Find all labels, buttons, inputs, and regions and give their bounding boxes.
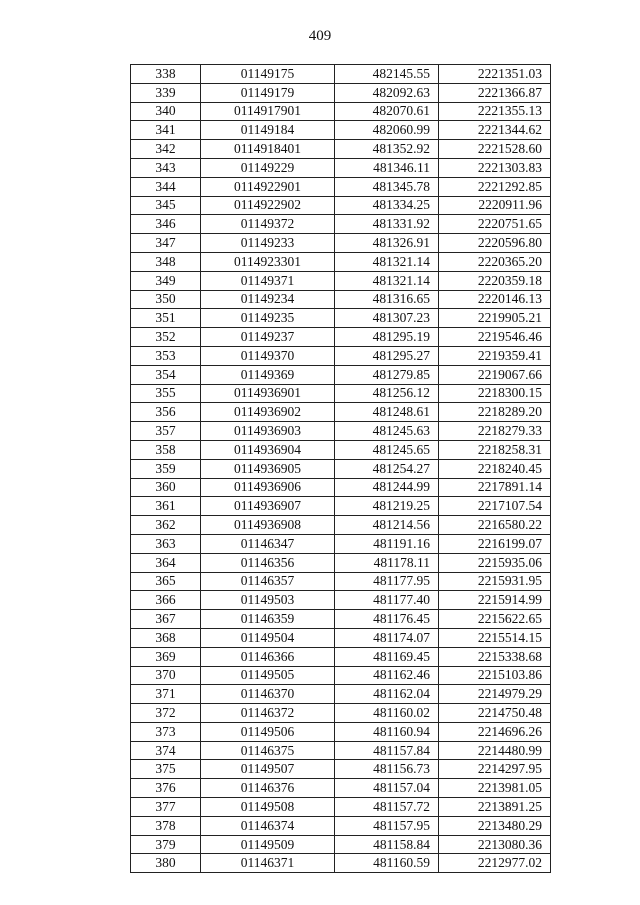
x-coordinate-cell: 481158.84 xyxy=(335,835,439,854)
row-index-cell: 339 xyxy=(131,83,201,102)
x-coordinate-cell: 481157.72 xyxy=(335,798,439,817)
row-index-cell: 341 xyxy=(131,121,201,140)
table-row xyxy=(131,215,551,234)
row-index-cell: 370 xyxy=(131,666,201,685)
point-id-cell: 01149503 xyxy=(201,591,335,610)
point-id-cell: 01149233 xyxy=(201,234,335,253)
point-id-cell: 0114936903 xyxy=(201,422,335,441)
table-row xyxy=(131,798,551,817)
y-coordinate-cell: 2221303.83 xyxy=(439,158,551,177)
row-index-cell: 375 xyxy=(131,760,201,779)
point-id-cell: 0114922902 xyxy=(201,196,335,215)
row-index-cell: 357 xyxy=(131,422,201,441)
x-coordinate-cell: 481326.91 xyxy=(335,234,439,253)
point-id-cell: 01149229 xyxy=(201,158,335,177)
point-id-cell: 01146372 xyxy=(201,704,335,723)
table-row xyxy=(131,835,551,854)
row-index-cell: 377 xyxy=(131,798,201,817)
page-number: 409 xyxy=(308,28,332,44)
y-coordinate-cell: 2219067.66 xyxy=(439,365,551,384)
x-coordinate-cell: 481178.11 xyxy=(335,553,439,572)
point-id-cell: 01146347 xyxy=(201,534,335,553)
point-id-cell: 01149184 xyxy=(201,121,335,140)
table-row xyxy=(131,83,551,102)
row-index-cell: 344 xyxy=(131,177,201,196)
x-coordinate-cell: 481245.63 xyxy=(335,422,439,441)
point-id-cell: 01146356 xyxy=(201,553,335,572)
coordinates-table xyxy=(130,64,551,873)
table-row xyxy=(131,121,551,140)
row-index-cell: 356 xyxy=(131,403,201,422)
table-row xyxy=(131,553,551,572)
table-row xyxy=(131,704,551,723)
y-coordinate-cell: 2213891.25 xyxy=(439,798,551,817)
x-coordinate-cell: 481219.25 xyxy=(335,497,439,516)
y-coordinate-cell: 2221528.60 xyxy=(439,140,551,159)
x-coordinate-cell: 481162.04 xyxy=(335,685,439,704)
point-id-cell: 01149235 xyxy=(201,309,335,328)
y-coordinate-cell: 2214979.29 xyxy=(439,685,551,704)
x-coordinate-cell: 482060.99 xyxy=(335,121,439,140)
x-coordinate-cell: 481307.23 xyxy=(335,309,439,328)
row-index-cell: 372 xyxy=(131,704,201,723)
y-coordinate-cell: 2219905.21 xyxy=(439,309,551,328)
x-coordinate-cell: 481177.95 xyxy=(335,572,439,591)
y-coordinate-cell: 2215103.86 xyxy=(439,666,551,685)
row-index-cell: 376 xyxy=(131,779,201,798)
row-index-cell: 371 xyxy=(131,685,201,704)
row-index-cell: 379 xyxy=(131,835,201,854)
table-row xyxy=(131,497,551,516)
x-coordinate-cell: 481352.92 xyxy=(335,140,439,159)
y-coordinate-cell: 2212977.02 xyxy=(439,854,551,873)
point-id-cell: 0114923301 xyxy=(201,252,335,271)
row-index-cell: 367 xyxy=(131,610,201,629)
y-coordinate-cell: 2215338.68 xyxy=(439,647,551,666)
x-coordinate-cell: 481316.65 xyxy=(335,290,439,309)
x-coordinate-cell: 481160.59 xyxy=(335,854,439,873)
table-row xyxy=(131,328,551,347)
x-coordinate-cell: 481191.16 xyxy=(335,534,439,553)
table-row xyxy=(131,234,551,253)
y-coordinate-cell: 2219546.46 xyxy=(439,328,551,347)
table-row xyxy=(131,816,551,835)
point-id-cell: 01149371 xyxy=(201,271,335,290)
row-index-cell: 350 xyxy=(131,290,201,309)
table-row xyxy=(131,666,551,685)
row-index-cell: 349 xyxy=(131,271,201,290)
x-coordinate-cell: 481295.27 xyxy=(335,346,439,365)
y-coordinate-cell: 2221355.13 xyxy=(439,102,551,121)
row-index-cell: 365 xyxy=(131,572,201,591)
point-id-cell: 01146375 xyxy=(201,741,335,760)
y-coordinate-cell: 2214696.26 xyxy=(439,722,551,741)
table-row xyxy=(131,516,551,535)
x-coordinate-cell: 481162.46 xyxy=(335,666,439,685)
row-index-cell: 362 xyxy=(131,516,201,535)
row-index-cell: 358 xyxy=(131,440,201,459)
table-row xyxy=(131,459,551,478)
row-index-cell: 346 xyxy=(131,215,201,234)
y-coordinate-cell: 2218240.45 xyxy=(439,459,551,478)
point-id-cell: 01149509 xyxy=(201,835,335,854)
table-row xyxy=(131,534,551,553)
y-coordinate-cell: 2215622.65 xyxy=(439,610,551,629)
row-index-cell: 378 xyxy=(131,816,201,835)
table-row xyxy=(131,384,551,403)
x-coordinate-cell: 481176.45 xyxy=(335,610,439,629)
table-row xyxy=(131,158,551,177)
y-coordinate-cell: 2218258.31 xyxy=(439,440,551,459)
y-coordinate-cell: 2217891.14 xyxy=(439,478,551,497)
x-coordinate-cell: 482145.55 xyxy=(335,65,439,84)
x-coordinate-cell: 482092.63 xyxy=(335,83,439,102)
row-index-cell: 345 xyxy=(131,196,201,215)
y-coordinate-cell: 2214480.99 xyxy=(439,741,551,760)
y-coordinate-cell: 2220596.80 xyxy=(439,234,551,253)
table-row xyxy=(131,140,551,159)
x-coordinate-cell: 481169.45 xyxy=(335,647,439,666)
point-id-cell: 01149369 xyxy=(201,365,335,384)
table-row xyxy=(131,252,551,271)
row-index-cell: 338 xyxy=(131,65,201,84)
y-coordinate-cell: 2214750.48 xyxy=(439,704,551,723)
y-coordinate-cell: 2215935.06 xyxy=(439,553,551,572)
y-coordinate-cell: 2214297.95 xyxy=(439,760,551,779)
y-coordinate-cell: 2221366.87 xyxy=(439,83,551,102)
y-coordinate-cell: 2216580.22 xyxy=(439,516,551,535)
table-row xyxy=(131,610,551,629)
y-coordinate-cell: 2213981.05 xyxy=(439,779,551,798)
row-index-cell: 355 xyxy=(131,384,201,403)
point-id-cell: 0114936906 xyxy=(201,478,335,497)
row-index-cell: 368 xyxy=(131,628,201,647)
table-row xyxy=(131,591,551,610)
table-row xyxy=(131,722,551,741)
table-row xyxy=(131,196,551,215)
row-index-cell: 342 xyxy=(131,140,201,159)
point-id-cell: 01149234 xyxy=(201,290,335,309)
table-row xyxy=(131,760,551,779)
point-id-cell: 0114936908 xyxy=(201,516,335,535)
point-id-cell: 01149508 xyxy=(201,798,335,817)
point-id-cell: 0114936907 xyxy=(201,497,335,516)
y-coordinate-cell: 2220365.20 xyxy=(439,252,551,271)
row-index-cell: 353 xyxy=(131,346,201,365)
table-row xyxy=(131,741,551,760)
row-index-cell: 361 xyxy=(131,497,201,516)
x-coordinate-cell: 481256.12 xyxy=(335,384,439,403)
row-index-cell: 360 xyxy=(131,478,201,497)
y-coordinate-cell: 2215931.95 xyxy=(439,572,551,591)
table-row xyxy=(131,365,551,384)
point-id-cell: 01146370 xyxy=(201,685,335,704)
x-coordinate-cell: 481174.07 xyxy=(335,628,439,647)
x-coordinate-cell: 481244.99 xyxy=(335,478,439,497)
table-row xyxy=(131,440,551,459)
point-id-cell: 0114936901 xyxy=(201,384,335,403)
y-coordinate-cell: 2215514.15 xyxy=(439,628,551,647)
x-coordinate-cell: 481157.84 xyxy=(335,741,439,760)
x-coordinate-cell: 481177.40 xyxy=(335,591,439,610)
point-id-cell: 01149370 xyxy=(201,346,335,365)
table-row xyxy=(131,647,551,666)
row-index-cell: 348 xyxy=(131,252,201,271)
row-index-cell: 369 xyxy=(131,647,201,666)
x-coordinate-cell: 481254.27 xyxy=(335,459,439,478)
row-index-cell: 373 xyxy=(131,722,201,741)
y-coordinate-cell: 2221344.62 xyxy=(439,121,551,140)
point-id-cell: 0114917901 xyxy=(201,102,335,121)
y-coordinate-cell: 2220911.96 xyxy=(439,196,551,215)
y-coordinate-cell: 2218300.15 xyxy=(439,384,551,403)
x-coordinate-cell: 481157.95 xyxy=(335,816,439,835)
y-coordinate-cell: 2220146.13 xyxy=(439,290,551,309)
point-id-cell: 01146357 xyxy=(201,572,335,591)
table-row xyxy=(131,478,551,497)
y-coordinate-cell: 2220751.65 xyxy=(439,215,551,234)
y-coordinate-cell: 2218289.20 xyxy=(439,403,551,422)
table-row xyxy=(131,290,551,309)
point-id-cell: 01146366 xyxy=(201,647,335,666)
x-coordinate-cell: 481321.14 xyxy=(335,271,439,290)
row-index-cell: 343 xyxy=(131,158,201,177)
point-id-cell: 01146371 xyxy=(201,854,335,873)
point-id-cell: 01149504 xyxy=(201,628,335,647)
point-id-cell: 01149237 xyxy=(201,328,335,347)
table-row xyxy=(131,854,551,873)
x-coordinate-cell: 481160.02 xyxy=(335,704,439,723)
y-coordinate-cell: 2213480.29 xyxy=(439,816,551,835)
point-id-cell: 01146376 xyxy=(201,779,335,798)
table-row xyxy=(131,685,551,704)
table-row xyxy=(131,572,551,591)
x-coordinate-cell: 481345.78 xyxy=(335,177,439,196)
x-coordinate-cell: 481160.94 xyxy=(335,722,439,741)
row-index-cell: 366 xyxy=(131,591,201,610)
point-id-cell: 0114936904 xyxy=(201,440,335,459)
point-id-cell: 01149506 xyxy=(201,722,335,741)
row-index-cell: 359 xyxy=(131,459,201,478)
x-coordinate-cell: 481334.25 xyxy=(335,196,439,215)
table-row xyxy=(131,271,551,290)
row-index-cell: 347 xyxy=(131,234,201,253)
y-coordinate-cell: 2221292.85 xyxy=(439,177,551,196)
point-id-cell: 01146374 xyxy=(201,816,335,835)
x-coordinate-cell: 481295.19 xyxy=(335,328,439,347)
row-index-cell: 380 xyxy=(131,854,201,873)
y-coordinate-cell: 2218279.33 xyxy=(439,422,551,441)
point-id-cell: 01149179 xyxy=(201,83,335,102)
point-id-cell: 01149175 xyxy=(201,65,335,84)
x-coordinate-cell: 481156.73 xyxy=(335,760,439,779)
table-row xyxy=(131,346,551,365)
y-coordinate-cell: 2213080.36 xyxy=(439,835,551,854)
table-row xyxy=(131,422,551,441)
row-index-cell: 364 xyxy=(131,553,201,572)
point-id-cell: 01149507 xyxy=(201,760,335,779)
table-row xyxy=(131,628,551,647)
point-id-cell: 0114936902 xyxy=(201,403,335,422)
row-index-cell: 351 xyxy=(131,309,201,328)
x-coordinate-cell: 481331.92 xyxy=(335,215,439,234)
table-row xyxy=(131,65,551,84)
table-row xyxy=(131,102,551,121)
x-coordinate-cell: 481214.56 xyxy=(335,516,439,535)
x-coordinate-cell: 482070.61 xyxy=(335,102,439,121)
row-index-cell: 352 xyxy=(131,328,201,347)
point-id-cell: 01146359 xyxy=(201,610,335,629)
table-row xyxy=(131,779,551,798)
y-coordinate-cell: 2215914.99 xyxy=(439,591,551,610)
point-id-cell: 0114922901 xyxy=(201,177,335,196)
x-coordinate-cell: 481346.11 xyxy=(335,158,439,177)
y-coordinate-cell: 2221351.03 xyxy=(439,65,551,84)
x-coordinate-cell: 481321.14 xyxy=(335,252,439,271)
table-row xyxy=(131,177,551,196)
row-index-cell: 354 xyxy=(131,365,201,384)
table-row xyxy=(131,403,551,422)
point-id-cell: 01149372 xyxy=(201,215,335,234)
point-id-cell: 0114936905 xyxy=(201,459,335,478)
x-coordinate-cell: 481157.04 xyxy=(335,779,439,798)
row-index-cell: 363 xyxy=(131,534,201,553)
x-coordinate-cell: 481248.61 xyxy=(335,403,439,422)
x-coordinate-cell: 481245.65 xyxy=(335,440,439,459)
y-coordinate-cell: 2217107.54 xyxy=(439,497,551,516)
table-row xyxy=(131,309,551,328)
y-coordinate-cell: 2219359.41 xyxy=(439,346,551,365)
y-coordinate-cell: 2216199.07 xyxy=(439,534,551,553)
row-index-cell: 374 xyxy=(131,741,201,760)
coordinates-table-body xyxy=(131,65,551,873)
y-coordinate-cell: 2220359.18 xyxy=(439,271,551,290)
point-id-cell: 01149505 xyxy=(201,666,335,685)
row-index-cell: 340 xyxy=(131,102,201,121)
x-coordinate-cell: 481279.85 xyxy=(335,365,439,384)
point-id-cell: 0114918401 xyxy=(201,140,335,159)
